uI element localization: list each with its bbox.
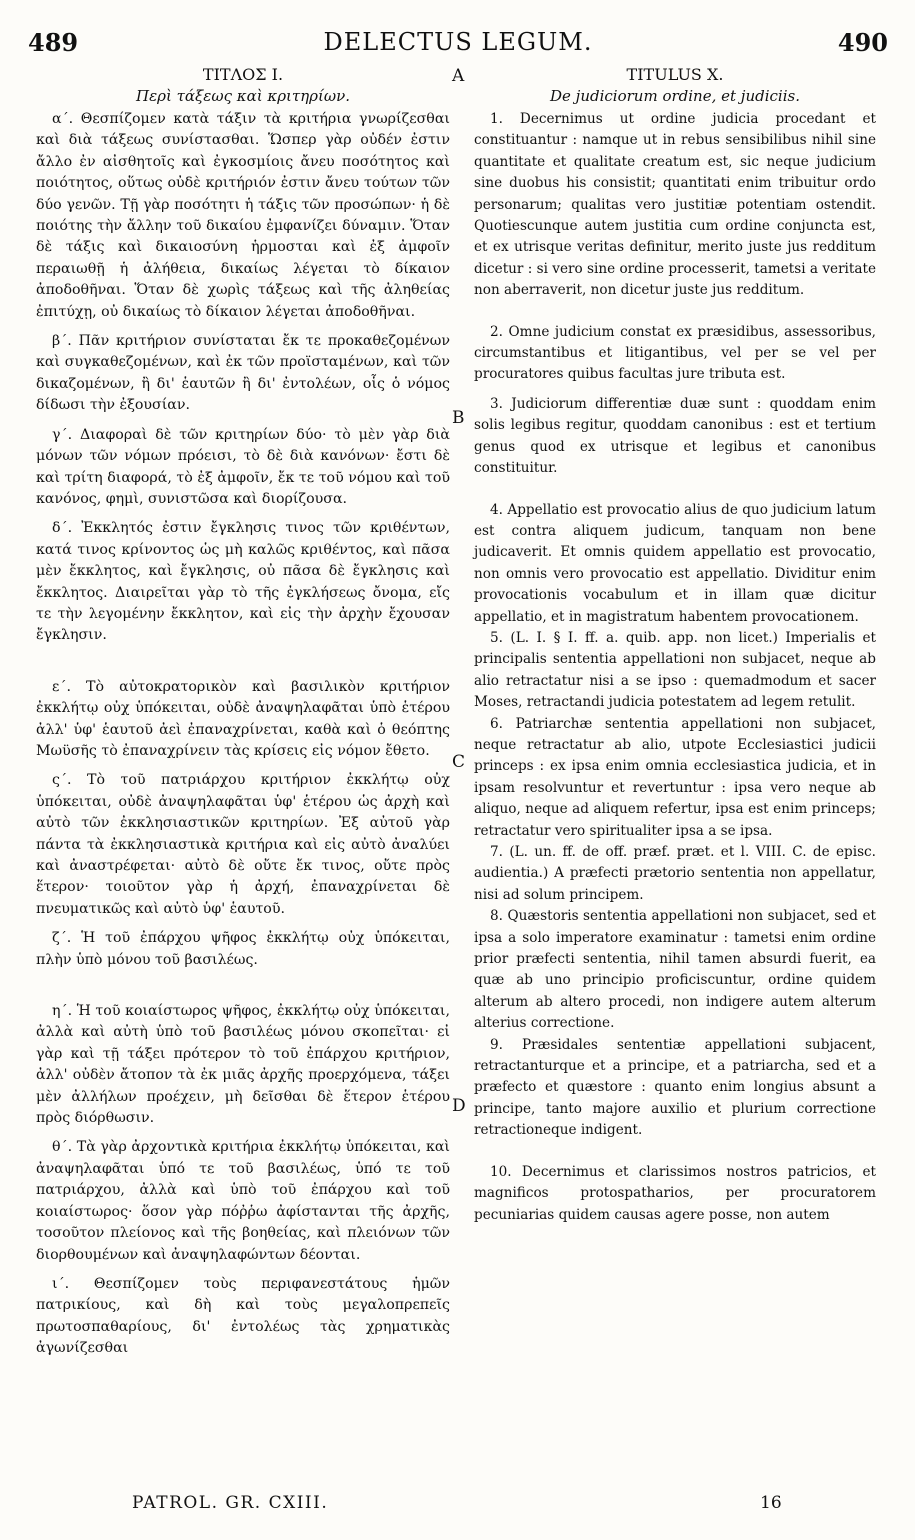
greek-paragraph-7: ζ΄. Ἡ τοῦ ἐπάρχου ψῆφος ἐκκλήτῳ οὐχ ὑπόκειται, πλὴν ὑπὸ μόνου τοῦ βασιλέως. [36,930,450,968]
latin-title: TITULUS X. [626,65,724,84]
greek-column [36,64,450,1360]
greek-paragraph-2: β΄. Πᾶν κριτήριον συνίσταται ἔκ τε προκαθεζομένων καὶ συγκαθεζομένων, καὶ ἐκ τῶν προϊσταμένων, καὶ τῶν δικαζομένων, ἢ δι' ἑαυτῶν ἢ δι' ἐντολέων, οἷς ὁ νόμος δίδωσι τὴν ἐξουσίαν. [36,333,450,414]
margin-letter-b: B [452,408,465,428]
page-number-left: 489 [28,28,79,57]
latin-paragraph-10: 10. Decernimus et clarissimos nostros patricios, et magnificos protospatharios, per procuratorem pecuniarias quidem causas agere posse, non autem [474,1163,876,1223]
latin-paragraph-4: 4. Appellatio est provocatio alius de quo judicium latum est contra aliquem judicum, tanquam non bene judicaverit. Et omnis quidem appellatio est provocatio, non omnis vero provocatio est appellatio. Dividitur enim provocationis vocabulum et in illam quæ dicitur appellatio, et in magistratum habentem provocationem. [474,501,876,625]
margin-letter-d: D [452,1096,466,1116]
latin-paragraph-2: 2. Omne judicium constat ex præsidibus, assessoribus, circumstantibus et litigantibus, vel per se vel per procuratores quibus facultas jure tributa est. [474,323,876,383]
footer-signature: PATROL. GR. CXIII. [132,1493,329,1513]
latin-paragraph-1: 1. Decernimus ut ordine judicia procedant et constituantur : namque ut in rebus sensibilibus nihil sine quantitate et qualitate creatum est, sic neque judicium sine duobus his consistit; quantitati enim tribuitur ordo personarum; qualitas vero justitiæ potentiam ostendit. Quotiescunque autem justitia cum ordine conjuncta est, et ex utrisque veritas definitur, merito juste jus redditum dicetur : si vero sine ordine processerit, tametsi a veritate non aberraverit, non dicetur juste jus redditum. [474,111,876,299]
latin-paragraph-6: 6. Patriarchæ sententia appellationi non subjacet, neque retractatur ab alio, utpote Ecclesiastici judicii princeps : ex ipsa enim omnia ecclesiastica judicia, et in ipsam resolvuntur et revertuntur : ipsa vero neque ab aliquo, neque ad aliquem refertur, ipsa est enim princeps; retractatur vero spiritualiter ipsa a se ipsa. [474,715,876,839]
greek-paragraph-4: δ΄. Ἐκκλητός ἐστιν ἔγκλησις τινος τῶν κριθέντων, κατά τινος κρίνοντος ὡς μὴ καλῶς κριθέντος, καὶ πᾶσα μὲν ἔκκλητος, καὶ ἔγκλησις, οὐ πᾶσα δὲ ἔγκλησις καὶ ἔκκλητος. Διαιρεῖται γὰρ τὸ τῆς ἐγκλήσεως ὄνομα, εἴς τε τὴν λεγομένην ἔκκλητον, καὶ εἰς τὴν ἀρχὴν ἔχουσαν ἔγκλησιν. [36,520,450,644]
latin-paragraph-8: 8. Quæstoris sententia appellationi non subjacet, sed et ipsa a solo imperatore examinatur : tametsi enim ordine prior præfecti sententia, nihil tamen absurdi fuerit, ea quæ ab uno principio proficiscuntur, ordine quidem alterum ab altero procedi, non indigere autem alterum alterius correctione. [474,908,876,1032]
running-title: DELECTUS LEGUM. [323,28,593,56]
greek-paragraph-9: θ΄. Τὰ γὰρ ἀρχοντικὰ κριτήρια ἐκκλήτῳ ὑπόκειται, καὶ ἀναψηλαφᾶται ὑπό τε τοῦ βασιλέως, ὑπό τε τοῦ πατριάρχου, ἀλλὰ καὶ ὑπὸ τοῦ ἐπάρχου καὶ τοῦ κοιαίστωρος· ὅσον γὰρ πόῤῥω ἀφίστανται τῆς ἀρχῆς, τοσοῦτον πλείονος καὶ τῆς βοηθείας, καὶ πλειόνων τῶν διορθουμένων καὶ ἀναψηλαφώντων δέονται. [36,1139,450,1263]
greek-title: ΤΙΤΛΟΣ Ι. [202,65,284,84]
greek-paragraph-3: γ΄. Διαφοραὶ δὲ τῶν κριτηρίων δύο· τὸ μὲν γὰρ διὰ μόνων τῶν νόμων πρόεισι, τὸ δὲ διὰ κανόνων· ἔστι δὲ καὶ τρίτη διαφορά, τὸ ἐξ ἀμφοῖν, ἔκ τε τοῦ νόμου καὶ τοῦ κανόνος, φημὶ, συνιστῶσα καὶ διορίζουσα. [36,426,450,507]
greek-paragraph-10: ι΄. Θεσπίζομεν τοὺς περιφανεστάτους ἡμῶν πατρικίους, καὶ δὴ καὶ τοὺς μεγαλοπρεπεῖς πρωτοσπαθαρίους, δι' ἐντολέως τὰς χρηματικὰς ἀγωνίζεσθαι [36,1275,450,1357]
margin-letter-a: A [452,66,465,86]
latin-paragraph-5: 5. (L. I. § I. ff. a. quib. app. non licet.) Imperialis et principalis sententia appellationi non subjacet, neque ab alio retractatur nisi a se ipso : quemadmodum et sacer Moses, retractandi judicia potestatem ad legem retulit. [474,629,876,711]
greek-paragraph-5: ε΄. Τὸ αὐτοκρατορικὸν καὶ βασιλικὸν κριτήριον ἐκκλήτῳ οὐχ ὑπόκειται, οὐδὲ ἀναψηλαφᾶται ὑπὸ ἑτέρου ἀλλ' ὑφ' ἑαυτοῦ ἀεὶ ἐπαναχρίνεται, καθὰ καὶ ὁ θεόπτης Μωϋσῆς τὸ ἐπαναχρίνειν τὰς κρίσεις εἰς νόμον ἔθετο. [36,678,450,759]
page-number-right: 490 [837,28,888,57]
latin-paragraph-9: 9. Præsidales sententiæ appellationi subjacent, retractanturque et a principe, et a patriarcha, sed et a præfecto et quæstore : quanto enim longius absunt a principe, tanto majore auxilio et plurium correctione retractioneque indigent. [474,1036,876,1139]
greek-paragraph-6: ς΄. Τὸ τοῦ πατριάρχου κριτήριον ἐκκλήτῳ οὐχ ὑπόκειται, οὐδὲ ἀναψηλαφᾶται ὑφ' ἑτέρου ὡς ἀρχὴ καὶ αὐτὸ τῶν ἐκκλησιαστικῶν κριτηρίων. Ἐξ αὐτοῦ γὰρ πάντα τὰ ἐκκλησιαστικὰ κριτήρια καὶ εἰς αὐτὸ ἀναλύει καὶ ἀναστρέφεται· αὐτὸ δὲ οὔτε ἔκ τινος, οὔτε πρὸς ἕτερον· τοιοῦτον γὰρ ἡ ἀρχή, ἐπαναχρίνεται δὲ πνευματικῶς καὶ αὐτὸ ὑφ' ἑαυτοῦ. [36,772,450,917]
footer-sheet-number: 16 [760,1493,782,1513]
page-header [28,28,888,62]
latin-column [474,64,876,1226]
margin-letter-c: C [452,752,466,772]
latin-subtitle: De judiciorum ordine, et judiciis. [550,87,800,105]
latin-paragraph-3: 3. Judiciorum differentiæ duæ sunt : quoddam enim solis legibus regitur, quoddam canonibus : est et tertium genus quod ex utrisque et legibus et canonibus constituitur. [474,395,876,477]
greek-subtitle: Περὶ τάξεως καὶ κριτηρίων. [136,87,350,105]
page-footer [0,1493,915,1523]
greek-paragraph-1: α΄. Θεσπίζομεν κατὰ τάξιν τὰ κριτήρια γνωρίζεσθαι καὶ διὰ τάξεως συνίστασθαι. Ὥσπερ γὰρ οὐδέν ἐστιν ἄλλο ἐν αἰσθητοῖς καὶ ἐγκοσμίοις ἄνευ ποσότητος καὶ ποιότητος, οὕτως οὐδὲ κριτήριόν ἐστιν ἄνευ τούτων τῶν δύο γενῶν. Τῇ γὰρ ποσότητι ἡ τάξις τῶν προσώπων· ἡ δὲ ποιότης τὴν ἄλλην τοῦ δικαίου ἐμφανίζει δύναμιν. Ὅταν δὲ τάξις καὶ δικαιοσύνη ἡρμοσται καὶ ἐξ ἀμφοῖν περαιωθῇ ἡ ἀλήθεια, δικαίως λέγεται τὸ δίκαιον ἀποδοθῆναι. Ὅταν δὲ χωρὶς τάξεως καὶ τῆς ἀληθείας ἐπιτύχῃ, οὐ δικαίως τὸ δίκαιον λέγεται ἀποδοθῆναι. [36,111,450,320]
greek-paragraph-8: η΄. Ἡ τοῦ κοιαίστωρος ψῆφος, ἐκκλήτῳ οὐχ ὑπόκειται, ἀλλὰ καὶ αὐτὴ ὑπὸ τοῦ βασιλέως μόνου σκοπεῖται· εἰ γὰρ καὶ τῇ τάξει πρότερον τὸ τοῦ ἐπάρχου κριτήριον, ἀλλ' οὐδὲν ἄτοπον τὰ ἐκ μιᾶς ἀρχῆς προερχόμενα, τάξει μὲν ἀλλήλων προέχειν, μὴ δεῖσθαι δὲ ἕτερον ἑτέρου πρὸς διόρθωσιν. [36,1003,450,1127]
latin-paragraph-7: 7. (L. un. ff. de off. præf. præt. et l. VIII. C. de episc. audientia.) A præfecti prætorio sententia non appellatur, nisi ad solum principem. [474,844,876,903]
